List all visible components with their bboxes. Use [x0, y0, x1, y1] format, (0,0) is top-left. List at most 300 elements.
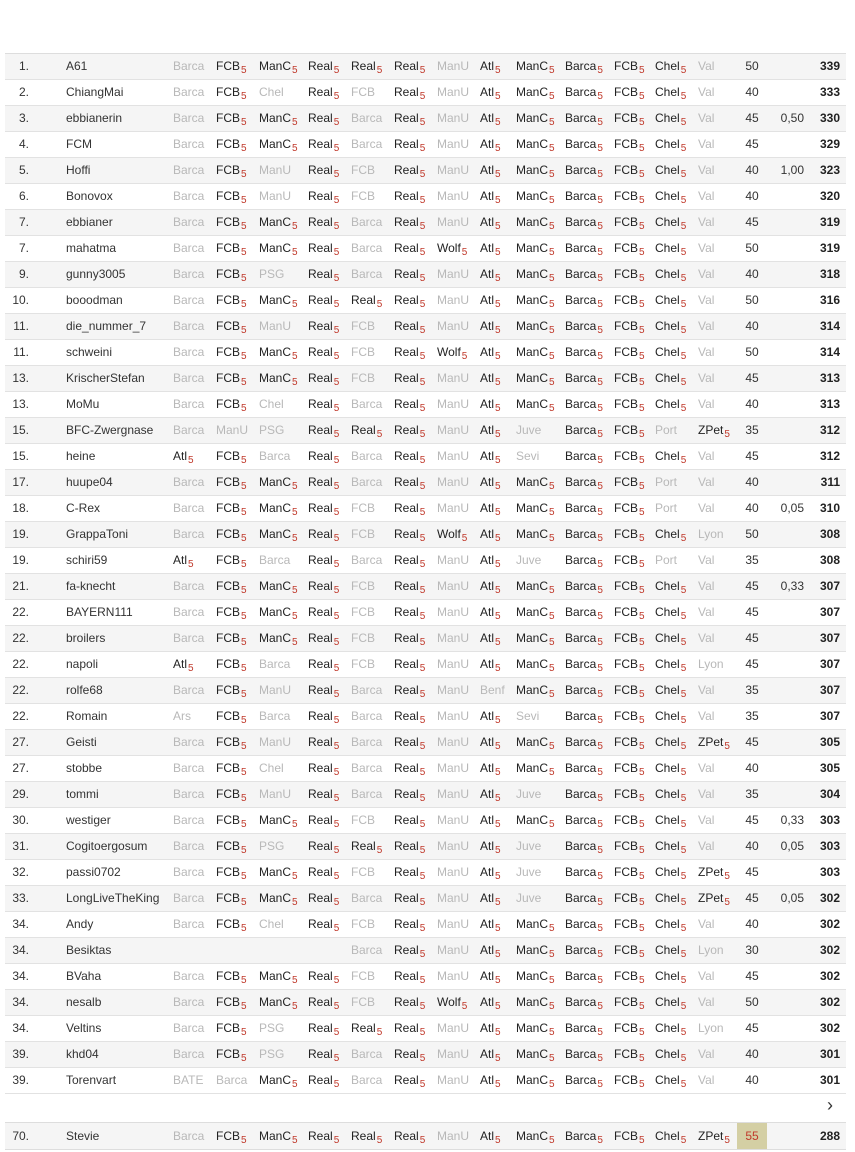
bet-value: 50 [745, 345, 759, 359]
pick-2 [216, 262, 247, 287]
total-points: 333 [819, 85, 840, 99]
pick-points: 5 [680, 247, 687, 258]
pick-team: Real [308, 241, 333, 255]
pick-points: 5 [639, 585, 645, 596]
table-row[interactable] [5, 912, 846, 938]
pick-7 [437, 990, 467, 1015]
pick-points: 5 [597, 1027, 603, 1038]
pick-1 [173, 990, 204, 1015]
bet-value: 40 [745, 397, 759, 411]
table-row[interactable] [5, 392, 846, 418]
table-row[interactable] [5, 756, 846, 782]
pick-13 [698, 496, 714, 521]
player-name[interactable]: BVaha [66, 969, 102, 983]
player-name[interactable]: Torenvart [66, 1073, 117, 1087]
pick-9 [516, 756, 555, 781]
player-name[interactable]: stobbe [66, 761, 103, 775]
pick-points: 5 [597, 767, 603, 778]
table-row[interactable] [5, 106, 846, 132]
pick-team: ManC [516, 969, 549, 983]
pick-team: Atl [480, 215, 495, 229]
table-row[interactable] [5, 522, 846, 548]
pick-13 [698, 626, 714, 651]
pick-7 [437, 418, 469, 443]
pick-team: Chel [655, 59, 680, 73]
player-name[interactable]: KrischerStefan [66, 371, 145, 385]
pick-points: 5 [376, 1135, 383, 1146]
pick-3 [259, 262, 284, 287]
rank: 11. [13, 345, 29, 359]
pick-6 [394, 964, 425, 989]
pick-5 [351, 730, 382, 755]
bet-value: 35 [745, 423, 759, 437]
pick-team: Chel [655, 215, 680, 229]
player-name[interactable]: tommi [66, 787, 99, 801]
pick-team: Barca [565, 423, 597, 437]
pick-points: 5 [333, 273, 340, 284]
pick-4 [308, 184, 339, 209]
table-row[interactable] [5, 860, 846, 886]
player-name[interactable]: FCM [66, 137, 92, 151]
table-row[interactable] [5, 808, 846, 834]
table-row[interactable] [5, 184, 846, 210]
player-name[interactable]: heine [66, 449, 96, 463]
pick-points: 5 [419, 351, 426, 362]
pick-13 [698, 834, 714, 859]
pick-3 [259, 626, 298, 651]
pick-team: Barca [173, 735, 205, 749]
pick-6 [394, 834, 425, 859]
player-name[interactable]: BFC-Zwergnase [66, 423, 154, 437]
table-row[interactable] [5, 834, 846, 860]
pick-team: FCB [351, 605, 375, 619]
player-name[interactable]: Stevie [66, 1129, 100, 1143]
table-row[interactable] [5, 1016, 846, 1042]
player-name[interactable]: Besiktas [66, 943, 112, 957]
table-row[interactable] [5, 366, 846, 392]
pick-team: Barca [173, 137, 205, 151]
pick-team: FCB [216, 813, 240, 827]
pick-13 [698, 678, 714, 703]
pick-team: Real [394, 449, 419, 463]
pick-points: 5 [333, 65, 340, 76]
pick-12 [655, 340, 686, 365]
pick-points: 5 [495, 585, 501, 596]
pick-team: FCB [351, 371, 375, 385]
pick-points: 5 [639, 767, 645, 778]
table-row[interactable] [5, 626, 846, 652]
total-points: 318 [819, 267, 840, 281]
pick-team: ManU [437, 215, 470, 229]
table-row[interactable] [5, 158, 846, 184]
pick-points: 5 [333, 975, 340, 986]
pick-team: Barca [565, 501, 597, 515]
pick-team: ManC [259, 1073, 292, 1087]
pick-team: FCB [614, 1047, 638, 1061]
pick-10 [565, 106, 603, 131]
player-name[interactable]: Geisti [66, 735, 97, 749]
table-row[interactable] [5, 288, 846, 314]
pick-points: 5 [333, 195, 340, 206]
pick-team: Real [308, 969, 333, 983]
pick-points: 5 [333, 143, 340, 154]
pick-points: 5 [639, 481, 645, 492]
pick-2 [216, 366, 247, 391]
pick-team: Val [698, 709, 715, 723]
table-row[interactable] [5, 782, 846, 808]
pick-points: 5 [549, 299, 555, 310]
table-row[interactable] [5, 600, 846, 626]
player-name[interactable]: ebbianerin [66, 111, 123, 125]
pick-points: 5 [549, 663, 555, 674]
player-name[interactable]: napoli [66, 657, 99, 671]
pick-1 [173, 782, 204, 807]
pick-team: Val [698, 475, 715, 489]
bonus-value [773, 756, 804, 781]
pick-4 [308, 626, 339, 651]
table-row[interactable] [5, 444, 846, 470]
pick-1 [173, 366, 204, 391]
pick-12 [655, 80, 686, 105]
table-row[interactable] [5, 938, 846, 964]
player-name[interactable]: MoMu [66, 397, 100, 411]
pick-team: FCB [216, 397, 240, 411]
pick-points: 5 [680, 611, 687, 622]
pick-points: 5 [549, 637, 555, 648]
pick-12 [655, 392, 686, 417]
bonus-value [773, 990, 804, 1015]
pick-points: 5 [549, 949, 555, 960]
pick-4 [308, 600, 339, 625]
table-row[interactable] [5, 704, 846, 730]
player-name[interactable]: ebbianer [66, 215, 113, 229]
pick-points: 5 [639, 1027, 645, 1038]
pick-3 [259, 808, 298, 833]
rank: 18. [12, 501, 29, 515]
pick-team: Barca [565, 449, 597, 463]
bet-value: 45 [745, 111, 759, 125]
pick-7 [437, 730, 469, 755]
pick-points: 5 [461, 247, 468, 258]
player-name[interactable]: nesalb [66, 995, 102, 1009]
table-row[interactable] [5, 418, 846, 444]
pick-team: Atl [480, 761, 495, 775]
player-name[interactable]: mahatma [66, 241, 117, 255]
pick-team: Real [351, 1021, 376, 1035]
pick-team: Barca [565, 839, 597, 853]
pick-team: Barca [173, 163, 205, 177]
pick-6 [394, 80, 425, 105]
pick-points: 5 [680, 689, 687, 700]
pick-5 [351, 626, 375, 651]
pick-points: 5 [680, 533, 687, 544]
pick-3 [259, 600, 298, 625]
pick-team: Atl [480, 397, 495, 411]
pick-3 [259, 132, 298, 157]
rank: 9. [18, 267, 29, 281]
bet-value: 40 [745, 501, 759, 515]
pick-points: 5 [680, 663, 687, 674]
rank: 17. [12, 475, 29, 489]
player-name[interactable]: ChiangMai [66, 85, 124, 99]
pick-team: ManU [437, 735, 470, 749]
table-row[interactable] [5, 678, 846, 704]
pick-team: Barca [565, 943, 597, 957]
pick-team: Real [394, 423, 419, 437]
total-points: 303 [819, 839, 840, 853]
player-name[interactable]: fa-knecht [66, 579, 116, 593]
pick-3 [259, 886, 298, 911]
pick-team: Real [394, 605, 419, 619]
pick-team: Atl [480, 163, 495, 177]
table-row[interactable] [5, 54, 846, 80]
pick-points: 5 [495, 1027, 501, 1038]
total-points: 314 [819, 319, 840, 333]
table-row[interactable] [5, 236, 846, 262]
table-row[interactable] [5, 262, 846, 288]
pick-points: 5 [419, 169, 426, 180]
pick-team: FCB [614, 501, 638, 515]
bet-value: 40 [745, 839, 759, 853]
total-points: 288 [819, 1129, 840, 1143]
pick-points: 5 [419, 689, 426, 700]
pick-team: Real [351, 839, 376, 853]
pick-3 [259, 236, 298, 261]
pick-points: 5 [724, 897, 730, 908]
pick-team: Benf [480, 683, 505, 697]
pick-points: 5 [241, 819, 247, 830]
pick-2 [216, 80, 247, 105]
player-name[interactable]: Cogitoergosum [66, 839, 148, 853]
pick-3 [259, 496, 298, 521]
pick-team: ManU [437, 137, 470, 151]
pick-7 [437, 600, 469, 625]
next-page-button[interactable] [820, 1093, 840, 1117]
pick-8 [480, 808, 501, 833]
rank: 19. [12, 553, 29, 567]
pick-6 [394, 496, 425, 521]
pick-8 [480, 886, 501, 911]
pick-12 [655, 678, 686, 703]
pick-3 [259, 470, 298, 495]
pick-points: 5 [495, 767, 501, 778]
pick-8 [480, 54, 501, 79]
pick-4 [308, 574, 339, 599]
pick-team: Barca [173, 423, 205, 437]
pick-team: Real [394, 319, 419, 333]
pick-12 [655, 444, 686, 469]
pick-10 [565, 132, 603, 157]
table-row[interactable] [5, 964, 846, 990]
rank: 39. [12, 1047, 29, 1061]
player-name[interactable]: Bonovox [66, 189, 113, 203]
pick-team: Atl [480, 995, 495, 1009]
pick-points: 5 [292, 637, 298, 648]
pick-4 [308, 210, 339, 235]
pick-9 [516, 860, 541, 885]
pick-9 [516, 106, 555, 131]
table-row[interactable] [5, 210, 846, 236]
player-name[interactable]: huupe04 [66, 475, 113, 489]
pick-points: 5 [333, 169, 340, 180]
pick-team: FCB [216, 553, 240, 567]
pick-points: 5 [419, 585, 426, 596]
pick-5 [351, 1016, 382, 1041]
pick-1 [173, 626, 204, 651]
pick-12 [655, 522, 686, 547]
pick-2 [216, 418, 248, 443]
pick-points: 5 [639, 637, 645, 648]
pick-team: Real [351, 423, 376, 437]
bonus-value [773, 1068, 804, 1093]
pick-team: FCB [216, 657, 240, 671]
pick-8 [480, 1042, 501, 1067]
pick-points: 5 [680, 1027, 687, 1038]
pick-5 [351, 782, 382, 807]
pick-7 [437, 860, 469, 885]
player-name[interactable]: Veltins [66, 1021, 102, 1035]
pick-team: ManU [437, 293, 470, 307]
pick-team: ZPet [698, 1129, 724, 1143]
table-row[interactable] [5, 574, 846, 600]
pick-team: ManC [516, 943, 549, 957]
pick-team: Atl [480, 423, 495, 437]
pick-team: ManC [516, 293, 549, 307]
pick-points: 5 [680, 793, 687, 804]
pick-team: Barca [173, 475, 205, 489]
bet-value: 35 [745, 709, 759, 723]
pick-team: FCB [614, 813, 638, 827]
pick-points: 5 [333, 377, 340, 388]
pick-team: Val [698, 605, 715, 619]
pick-team: FCB [216, 345, 240, 359]
pick-points: 5 [419, 143, 426, 154]
table-row[interactable] [5, 990, 846, 1016]
pick-team: FCB [614, 995, 638, 1009]
current-user-row[interactable] [5, 1122, 846, 1150]
player-name[interactable]: Hoffi [66, 163, 91, 177]
pick-13 [698, 470, 714, 495]
total-points: 308 [819, 553, 840, 567]
pick-9 [516, 886, 541, 911]
table-row[interactable] [5, 1042, 846, 1068]
player-name[interactable]: broilers [66, 631, 106, 645]
table-row[interactable] [5, 470, 846, 496]
table-row[interactable] [5, 340, 846, 366]
table-row[interactable] [5, 730, 846, 756]
pick-team: ManC [259, 111, 292, 125]
pick-11 [614, 392, 645, 417]
player-name[interactable]: C-Rex [66, 501, 101, 515]
pick-points: 5 [292, 897, 298, 908]
player-name[interactable]: GrappaToni [66, 527, 129, 541]
pick-team: Lyon [698, 657, 724, 671]
pick-points: 5 [639, 507, 645, 518]
player-name[interactable]: booodman [66, 293, 123, 307]
pick-team: Real [394, 163, 419, 177]
pick-points: 5 [188, 663, 194, 674]
player-name[interactable]: LongLiveTheKing [66, 891, 160, 905]
pick-team: FCB [216, 59, 240, 73]
table-row[interactable] [5, 132, 846, 158]
pick-7 [437, 626, 469, 651]
player-name[interactable]: BAYERN111 [66, 605, 133, 619]
pick-team: FCB [614, 865, 638, 879]
pick-points: 5 [419, 533, 426, 544]
pick-team: Atl [480, 1021, 495, 1035]
pick-team: Wolf [437, 995, 461, 1009]
pick-9 [516, 496, 555, 521]
pick-team: Real [394, 267, 419, 281]
pick-team: Val [698, 839, 715, 853]
pick-5 [351, 470, 382, 495]
pick-2 [216, 1068, 247, 1093]
player-name[interactable]: schiri59 [66, 553, 108, 567]
pick-10 [565, 1042, 603, 1067]
pick-team: Barca [565, 605, 597, 619]
pick-team: Juve [516, 423, 542, 437]
pick-points: 5 [419, 429, 426, 440]
pick-points: 5 [549, 1001, 555, 1012]
pick-points: 5 [333, 715, 340, 726]
pick-points: 5 [292, 975, 298, 986]
pick-team: ManC [516, 657, 549, 671]
pick-7 [437, 158, 469, 183]
pick-5 [351, 366, 375, 391]
pick-points: 5 [241, 741, 247, 752]
pick-team: Barca [351, 787, 383, 801]
player-name[interactable]: passi0702 [66, 865, 121, 879]
player-name[interactable]: A61 [66, 59, 88, 73]
pick-team: Barca [351, 111, 383, 125]
player-name[interactable]: schweini [66, 345, 113, 359]
player-name[interactable]: die_nummer_7 [66, 319, 147, 333]
pick-team: ZPet [698, 423, 724, 437]
table-row[interactable] [5, 548, 846, 574]
pick-team: Real [308, 735, 333, 749]
pick-7 [437, 912, 469, 937]
table-row[interactable] [5, 1068, 846, 1094]
pick-points: 5 [680, 455, 687, 466]
table-row[interactable] [5, 652, 846, 678]
pick-1 [173, 1123, 204, 1149]
player-name[interactable]: gunny3005 [66, 267, 126, 281]
player-name[interactable]: westiger [66, 813, 111, 827]
pick-points: 5 [241, 793, 247, 804]
pick-8 [480, 990, 501, 1015]
pick-team: Real [394, 475, 419, 489]
table-row[interactable] [5, 496, 846, 522]
pick-9 [516, 392, 555, 417]
table-row[interactable] [5, 80, 846, 106]
pick-team: Barca [351, 397, 383, 411]
player-name[interactable]: rolfe68 [66, 683, 103, 697]
pick-team: FCB [216, 891, 240, 905]
pick-1 [173, 678, 204, 703]
pick-1 [173, 704, 191, 729]
table-row[interactable] [5, 886, 846, 912]
rank: 21. [12, 579, 29, 593]
pick-points: 5 [680, 1135, 687, 1146]
pick-points: 5 [495, 715, 501, 726]
pick-team: FCB [216, 709, 240, 723]
player-name[interactable]: khd04 [66, 1047, 99, 1061]
bonus-value: 1,00 [780, 163, 804, 177]
player-name[interactable]: Romain [66, 709, 108, 723]
table-row[interactable] [5, 314, 846, 340]
player-name[interactable]: Andy [66, 917, 94, 931]
pick-10 [565, 860, 603, 885]
